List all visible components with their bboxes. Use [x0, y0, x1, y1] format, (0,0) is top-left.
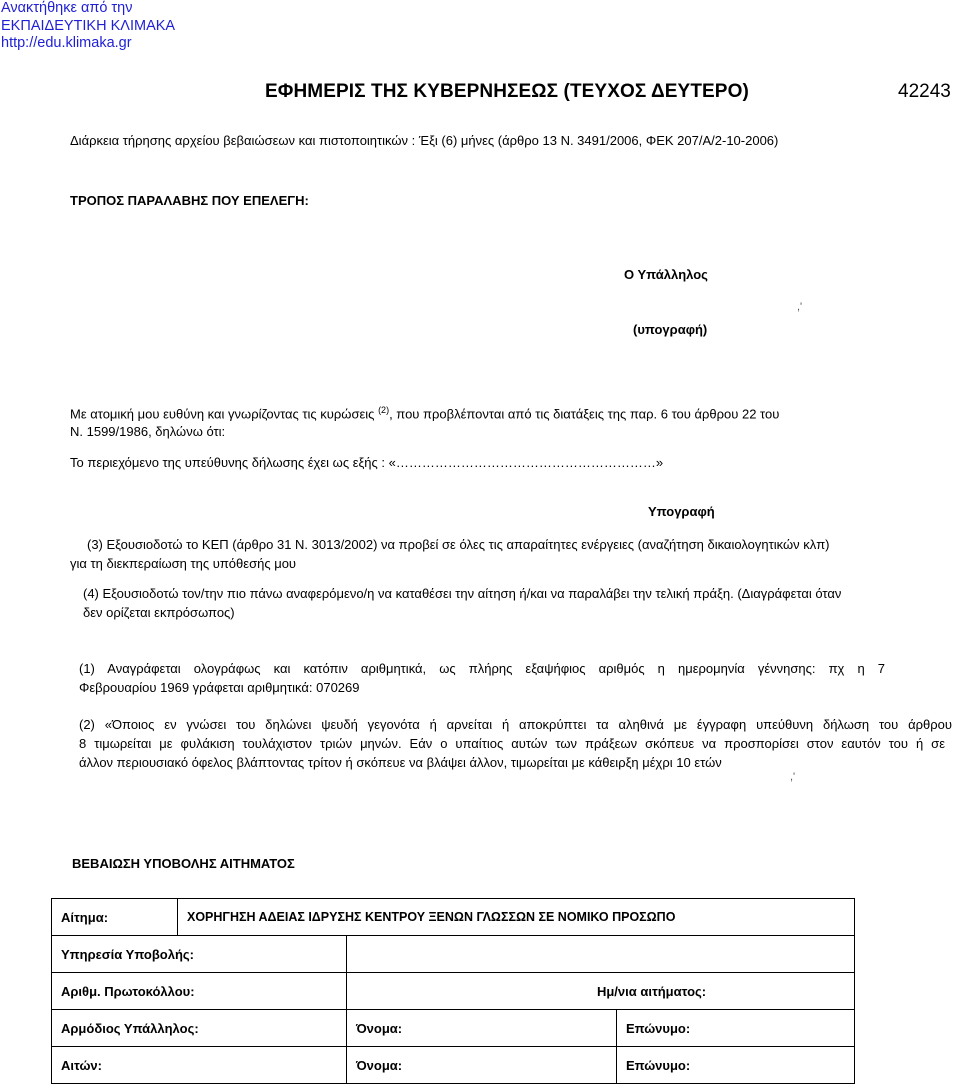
employee-signature-label: (υπογραφή): [633, 322, 708, 337]
source-watermark: [1, 0, 175, 53]
note-3-line-1: (3) Εξουσιοδοτώ το ΚΕΠ (άρθρο 31 Ν. 3013/2002) να προβεί σε όλες τις απαραίτητες ενέργειες (αναζήτηση δικαιολογητικών κλπ): [87, 537, 830, 552]
table-row: [52, 1047, 855, 1084]
table-row: [52, 1010, 855, 1047]
table-row: [52, 973, 855, 1010]
officer-last-name-label: Επώνυμο:: [616, 1010, 854, 1047]
officer-first-name-label: Όνομα:: [346, 1010, 616, 1047]
source-line-2: ΕΚΠΑΙΔΕΥΤΙΚΗ ΚΛΙΜΑΚΑ: [1, 17, 176, 34]
date-label: Ημ/νια αιτήματος:: [346, 973, 854, 1010]
table-row: [52, 899, 855, 936]
retention-note: Διάρκεια τήρησης αρχείου βεβαιώσεων και πιστοποιητικών : Έξι (6) μήνες (άρθρο 13 Ν. 3491/2006, ΦΕΚ 207/Α/2-10-2006): [70, 133, 779, 148]
request-label: Αίτημα:: [52, 899, 178, 936]
page-number: 42243: [898, 81, 951, 102]
request-value: ΧΟΡΗΓΗΣΗ ΑΔΕΙΑΣ ΙΔΡΥΣΗΣ ΚΕΝΤΡΟΥ ΞΕΝΩΝ ΓΛΩΣΣΩΝ ΣΕ ΝΟΜΙΚΟ ΠΡΟΣΩΠΟ: [178, 899, 855, 936]
source-line-1: Ανακτήθηκε από την: [1, 0, 133, 16]
declaration-text-a: Με ατομική μου ευθύνη και γνωρίζοντας τις κυρώσεις: [70, 406, 375, 422]
source-link[interactable]: http://edu.klimaka.gr: [1, 35, 132, 51]
declaration-line-2: Ν. 1599/1986, δηλώνω ότι:: [70, 424, 226, 439]
protocol-label: Αριθμ. Πρωτοκόλλου:: [52, 973, 347, 1010]
confirmation-heading: ΒΕΒΑΙΩΣΗ ΥΠΟΒΟΛΗΣ ΑΙΤΗΜΑΤΟΣ: [72, 856, 295, 871]
footnote-1-line-1: (1) Αναγράφεται ολογράφως και κατόπιν αριθμητικά, ως πλήρης εξαψήφιος αριθμός η ημερομηνία γέννησης: πχ η 7: [79, 661, 885, 676]
service-value[interactable]: [346, 936, 854, 973]
submission-table: [51, 898, 855, 1084]
service-label: Υπηρεσία Υποβολής:: [52, 936, 347, 973]
scan-mark-2: ,': [790, 771, 796, 783]
table-row: [52, 936, 855, 973]
note-4-line-1: (4) Εξουσιοδοτώ τον/την πιο πάνω αναφερόμενο/η να καταθέσει την αίτηση ή/και να παραλάβει την τελική πράξη. (Διαγράφεται όταν: [83, 586, 842, 601]
applicant-label: Αιτών:: [52, 1047, 347, 1084]
declaration-text-b: , που προβλέπονται από τις διατάξεις της παρ. 6 του άρθρου 22 του: [389, 406, 780, 422]
footnote-2-line-2: 8 τιμωρείται με φυλάκιση τουλάχιστον τριών μηνών. Εάν ο υπαίτιος αυτών των πράξεων σκόπευε να προσπορίσει στον εαυτόν του ή σε: [79, 736, 945, 751]
scan-mark: ,': [797, 301, 803, 313]
content-line: Το περιεχόμενο της υπεύθυνης δήλωσης έχει ως εξής : «……………………………………………………»: [70, 455, 664, 470]
declaration-line-1: [70, 405, 779, 421]
officer-label: Αρμόδιος Υπάλληλος:: [52, 1010, 347, 1047]
footnote-2-line-3: άλλον περιουσιακό όφελος βλάπτοντας τρίτον ή σκόπευε να βλάψει άλλον, τιμωρείται με κάθειρξη μέχρι 10 ετών: [79, 755, 722, 770]
note-4-line-2: δεν ορίζεται εκπρόσωπος): [83, 605, 235, 620]
footnote-2-line-1: (2) «Όποιος εν γνώσει του δηλώνει ψευδή γεγονότα ή αρνείται ή αποκρύπτει τα αληθινά με έγγραφη υπεύθυνη δήλωση του άρθρου: [79, 717, 952, 732]
signature-label: Υπογραφή: [648, 504, 715, 519]
applicant-first-name-label: Όνομα:: [346, 1047, 616, 1084]
gazette-title: ΕΦΗΜΕΡΙΣ ΤΗΣ ΚΥΒΕΡΝΗΣΕΩΣ (ΤΕΥΧΟΣ ΔΕΥΤΕΡΟ): [265, 81, 749, 102]
receipt-method-label: ΤΡΟΠΟΣ ΠΑΡΑΛΑΒΗΣ ΠΟΥ ΕΠΕΛΕΓΗ:: [70, 193, 309, 208]
applicant-last-name-label: Επώνυμο:: [616, 1047, 854, 1084]
footnote-1-line-2: Φεβρουαρίου 1969 γράφεται αριθμητικά: 070269: [79, 680, 360, 695]
note-3-line-2: για τη διεκπεραίωση της υπόθεσής μου: [70, 556, 297, 571]
footnote-ref-2: (2): [378, 405, 390, 415]
employee-label: Ο Υπάλληλος: [624, 267, 708, 282]
